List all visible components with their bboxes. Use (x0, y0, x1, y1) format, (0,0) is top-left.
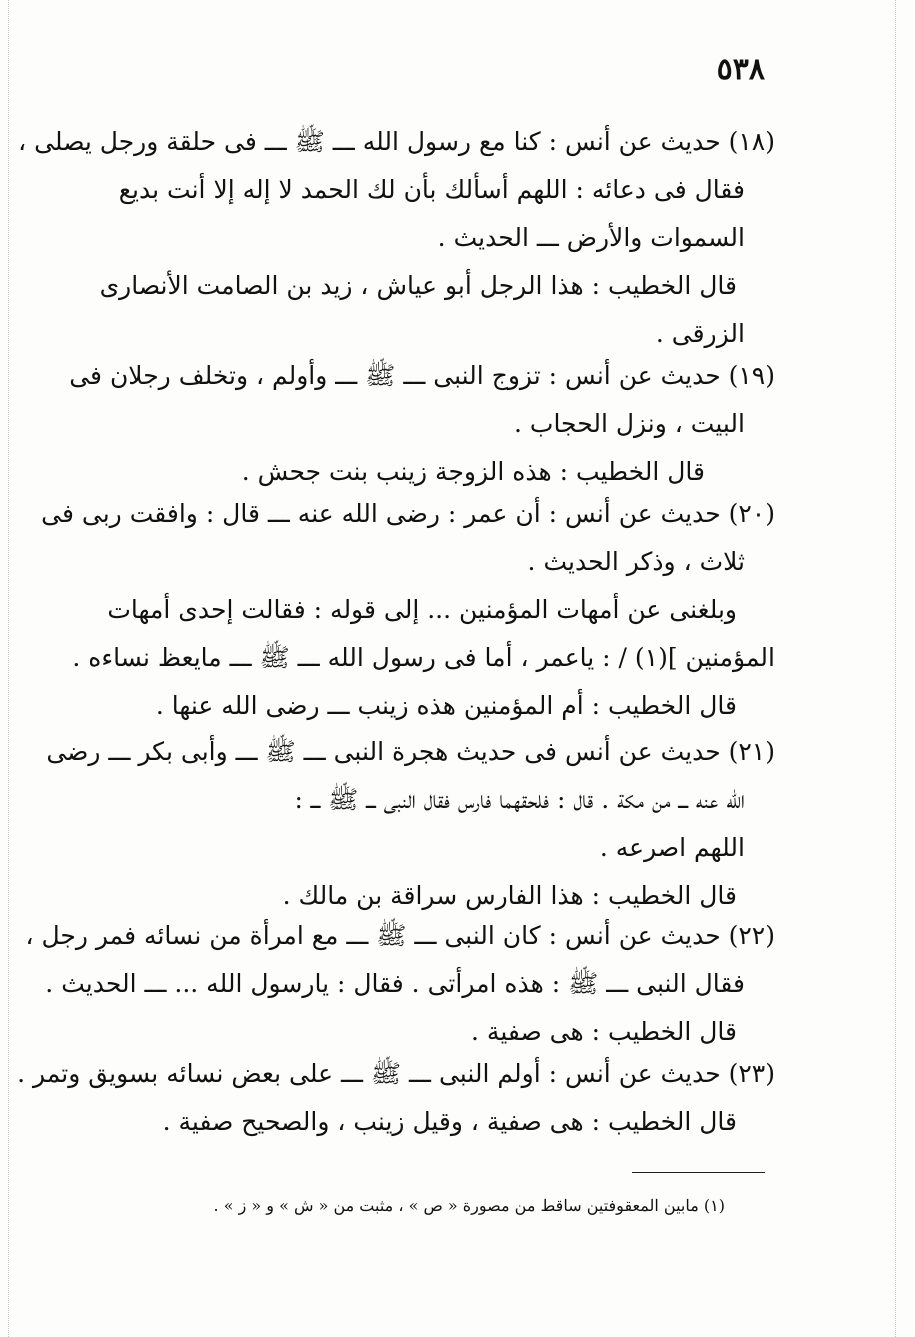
khatib-note: قال الخطيب : هذا الرجل أبو عياش ، زيد بن الصامت الأنصارى (99, 271, 737, 300)
entry-line: (٢٠) حديث عن أنس : أن عمر : رضى الله عنه ـــ قال : وافقت ربى فى (41, 499, 775, 528)
khatib-note: قال الخطيب : هى صفية ، وقيل زينب ، والصحيح صفية . (162, 1107, 737, 1136)
entry-line: (١٩) حديث عن أنس : تزوج النبى ـــ ﷺ ـــ وأولم ، وتخلف رجلان فى (69, 361, 775, 390)
entry-line: (٢١) حديث عن أنس فى حديث هجرة النبى ـــ ﷺ ـــ وأبى بكر ـــ رضى (46, 737, 775, 766)
entry-line: (٢٣) حديث عن أنس : أولم النبى ـــ ﷺ ـــ على بعض نسائه بسويق وتمر . (17, 1059, 775, 1088)
page-number: ٥٣٨ (716, 52, 765, 87)
entry-line: ثلاث ، وذكر الحديث . (527, 547, 745, 576)
entry-line: فقال فى دعائه : اللهم أسألك بأن لك الحمد لا إله إلا أنت بديع (118, 175, 745, 204)
khatib-note: قال الخطيب : هى صفية . (471, 1017, 737, 1046)
entry-line: (١٨) حديث عن أنس : كنا مع رسول الله ـــ ﷺ ـــ فى حلقة ورجل يصلى ، (18, 127, 775, 156)
entry-line: السموات والأرض ـــ الحديث . (437, 223, 745, 252)
entry-line: وبلغنى عن أمهات المؤمنين ... إلى قوله : فقالت إحدى أمهات (107, 595, 737, 624)
hadith-entry-23 (17, 1050, 775, 1146)
hadith-entry-20 (41, 490, 775, 730)
scan-margin-left (8, 0, 10, 1337)
khatib-note: الزرقى . (655, 319, 745, 348)
footnote-divider (632, 1172, 765, 1173)
entry-line: البيت ، ونزل الحجاب . (514, 409, 745, 438)
scan-margin-right (895, 0, 897, 1337)
hadith-entry-21 (46, 728, 775, 920)
entry-line: اللهم اصرعه . (599, 833, 745, 862)
khatib-note: قال الخطيب : هذه الزوجة زينب بنت جحش . (241, 457, 705, 486)
hadith-entry-22 (25, 912, 775, 1056)
hadith-entry-18 (18, 118, 775, 358)
footnote: (١) مابين المعقوفتين ساقط من مصورة « ص » ، مثبت من « ش » و « ز » . (213, 1196, 725, 1215)
khatib-note: قال الخطيب : أم المؤمنين هذه زينب ـــ رضى الله عنها . (155, 691, 737, 720)
entry-line: الله عنه ـــ من مكة . قال : فلحقهما فارس فقال النبى ـــ ﷺ ـــ : (294, 785, 745, 814)
entry-line: (٢٢) حديث عن أنس : كان النبى ـــ ﷺ ـــ مع امرأة من نسائه فمر رجل ، (25, 921, 775, 950)
hadith-entry-19 (69, 352, 775, 496)
entry-line: المؤمنين ](١) / : ياعمر ، أما فى رسول الله ـــ ﷺ ـــ مايعظ نساءه . (72, 643, 775, 672)
entry-line: فقال النبى ـــ ﷺ : هذه امرأتى . فقال : يارسول الله ... ـــ الحديث . (45, 969, 745, 998)
khatib-note: قال الخطيب : هذا الفارس سراقة بن مالك . (282, 881, 737, 910)
